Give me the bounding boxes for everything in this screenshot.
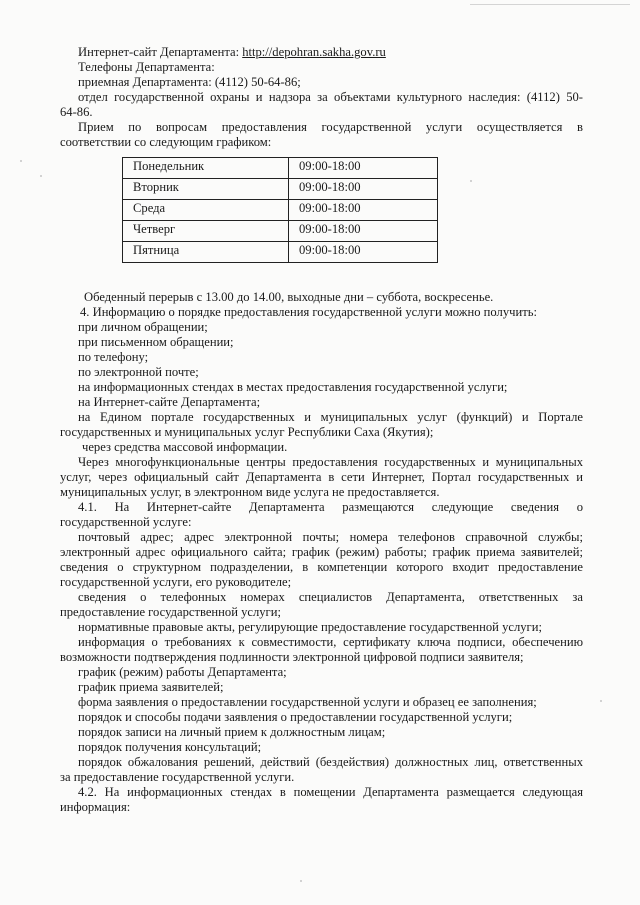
schedule-time: 09:00-18:00	[289, 158, 438, 179]
acts-line: нормативные правовые акты, регулирующие предоставление государственной услуги;	[78, 620, 542, 634]
appeal-line1: порядок обжалования решений, действий (бездействия) должностных лиц, ответственных	[78, 755, 583, 769]
list-item: на Интернет-сайте Департамента;	[78, 395, 261, 409]
personal-reception-line: порядок записи на личный прием к должностным лицам;	[78, 725, 386, 739]
scan-speck	[40, 175, 42, 177]
portal-line1: на Едином портале государственных и муниципальных услуг (функций) и Портале	[78, 410, 583, 424]
schedule-day: Пятница	[123, 242, 289, 263]
schedule-table	[122, 157, 438, 263]
schedule-time: 09:00-18:00	[289, 179, 438, 200]
table-row	[123, 158, 438, 179]
reception-phone: приемная Департамента: (4112) 50-64-86;	[78, 75, 301, 89]
list-item: при письменном обращении;	[78, 335, 234, 349]
table-row	[123, 200, 438, 221]
address-line2: электронный адрес официального сайта; график (режим) работы; график приема заявителей;	[60, 545, 583, 559]
section-4-title: 4. Информацию о порядке предоставления государственной услуги можно получить:	[80, 305, 537, 319]
website-link[interactable]: http://depohran.sakha.gov.ru	[242, 45, 386, 59]
mfc-line2: услуг, через официальный сайт Департамента в сети Интернет, Портал государственных и	[60, 470, 583, 484]
schedule-time: 09:00-18:00	[289, 242, 438, 263]
form-line: форма заявления о предоставлении государственной услуги и образец ее заполнения;	[78, 695, 537, 709]
phones-line2: предоставление государственной услуги;	[60, 605, 281, 619]
phones-line1: сведения о телефонных номерах специалистов Департамента, ответственных за	[78, 590, 583, 604]
section-4-2-line2: информация:	[60, 800, 131, 814]
mfc-line3: муниципальных услуг, в электронном виде услуга не предоставляется.	[60, 485, 440, 499]
scan-artifact	[470, 4, 630, 5]
table-row	[123, 242, 438, 263]
consultation-line: порядок получения консультаций;	[78, 740, 262, 754]
dept-phone-line1: отдел государственной охраны и надзора за объектами культурного наследия: (4112) 50-	[78, 90, 583, 104]
reception-schedule-line: график приема заявителей;	[78, 680, 224, 694]
schedule-intro-line1: Прием по вопросам предоставления государственной услуги осуществляется в	[78, 120, 583, 134]
table-row	[123, 221, 438, 242]
signature-line1: информация о требованиях к совместимости, сертификату ключа подписи, обеспечению	[78, 635, 583, 649]
schedule-day: Среда	[123, 200, 289, 221]
appeal-line2: за предоставление государственной услуги.	[60, 770, 295, 784]
media-line: через средства массовой информации.	[82, 440, 288, 454]
portal-line2: государственных и муниципальных услуг Республики Саха (Якутия);	[60, 425, 434, 439]
list-item: на информационных стендах в местах предоставления государственной услуги;	[78, 380, 508, 394]
section-4-1-line1: 4.1. На Интернет-сайте Департамента размещаются следующие сведения о	[78, 500, 583, 514]
scan-speck	[470, 180, 472, 182]
scan-speck	[20, 160, 22, 162]
list-item: по телефону;	[78, 350, 149, 364]
order-line: порядок и способы подачи заявления о предоставлении государственной услуги;	[78, 710, 513, 724]
schedule-day: Вторник	[123, 179, 289, 200]
scan-speck	[600, 700, 602, 702]
dept-phone-line2: 64-86.	[60, 105, 93, 119]
schedule-intro-line2: соответствии со следующим графиком:	[60, 135, 272, 149]
section-4-1-line2: государственной услуге:	[60, 515, 192, 529]
schedule-day: Понедельник	[123, 158, 289, 179]
table-row	[123, 179, 438, 200]
mfc-line1: Через многофункциональные центры предоставления государственных и муниципальных	[78, 455, 583, 469]
phones-title: Телефоны Департамента:	[78, 60, 215, 74]
website-label: Интернет-сайт Департамента:	[78, 45, 243, 59]
address-line4: государственной услуги, его руководителе;	[60, 575, 292, 589]
scan-speck	[300, 880, 302, 882]
schedule-time: 09:00-18:00	[289, 200, 438, 221]
schedule-day: Четверг	[123, 221, 289, 242]
work-hours-line: график (режим) работы Департамента;	[78, 665, 287, 679]
lunch-break: Обеденный перерыв с 13.00 до 14.00, выходные дни – суббота, воскресенье.	[84, 290, 494, 304]
list-item: по электронной почте;	[78, 365, 199, 379]
schedule-time: 09:00-18:00	[289, 221, 438, 242]
address-line1: почтовый адрес; адрес электронной почты; номера телефонов справочной службы;	[78, 530, 583, 544]
list-item: при личном обращении;	[78, 320, 208, 334]
website-line	[78, 45, 386, 60]
section-4-2-line1: 4.2. На информационных стендах в помещении Департамента размещается следующая	[78, 785, 583, 799]
signature-line2: возможности подтверждения подлинности электронной цифровой подписи заявителя;	[60, 650, 524, 664]
address-line3: сведения о структурном подразделении, в компетенции которого входит предоставление	[60, 560, 583, 574]
